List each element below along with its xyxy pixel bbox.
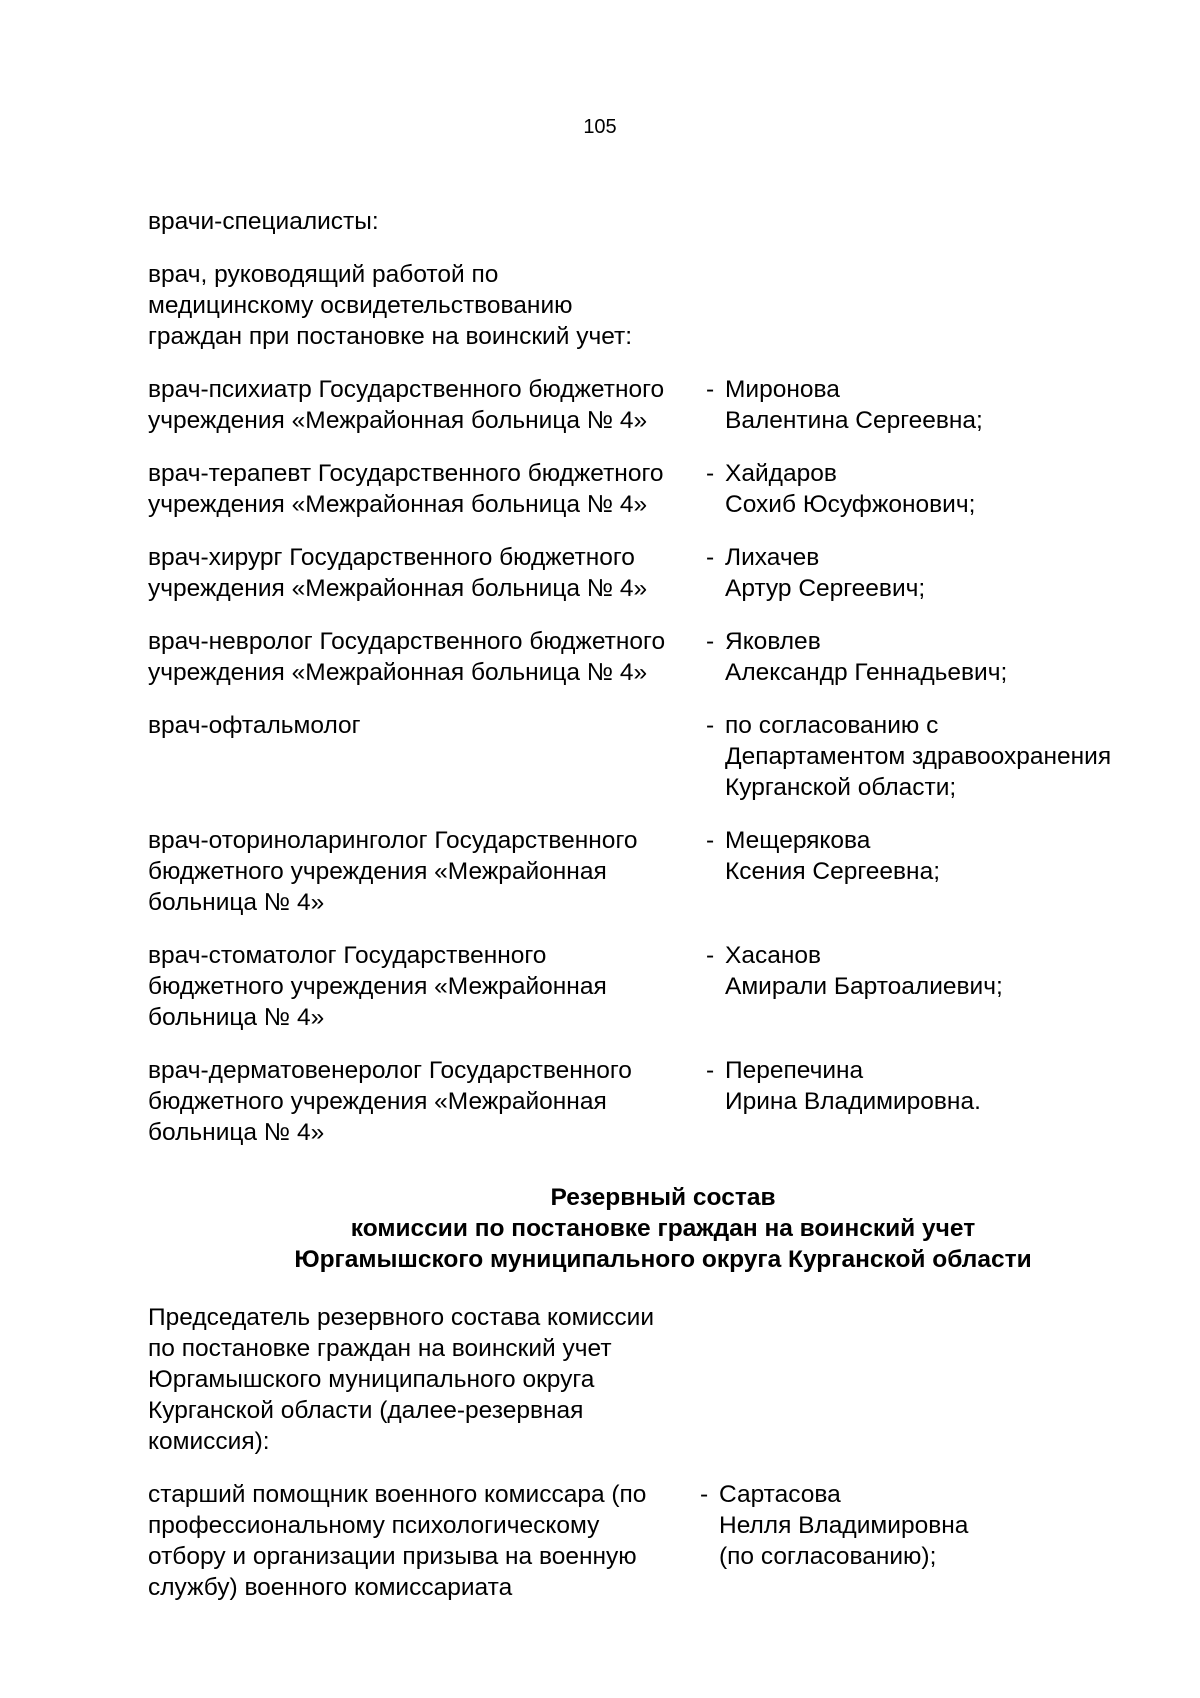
member-position: врач-психиатр Государственного бюджетного учреждения «Межрайонная больница № 4» bbox=[148, 376, 665, 434]
dash: - bbox=[700, 1481, 709, 1508]
reserve-section-title: Резервный состав комиссии по постановке граждан на воинский учет Юргамышского муниципального округа Курганской области bbox=[294, 1184, 1032, 1273]
member-name: - Хайдаров Сохиб Юсуфжонович; bbox=[706, 460, 976, 518]
member-row bbox=[148, 940, 1148, 1033]
member-position: врач-стоматолог Государственного бюджетного учреждения «Межрайонная больница № 4» bbox=[148, 942, 607, 1031]
member-row bbox=[148, 626, 1148, 688]
member-name: - по согласованию с Департаментом здравоохранения Курганской области; bbox=[706, 712, 1112, 801]
dash: - bbox=[706, 827, 715, 854]
member-row bbox=[148, 542, 1148, 604]
reserve-commission-list bbox=[148, 1302, 1148, 1625]
reserve-member-row bbox=[148, 1479, 1148, 1603]
member-name: - Миронова Валентина Сергеевна; bbox=[706, 376, 983, 434]
reserve-chair-label: Председатель резервного состава комиссии по постановке граждан на воинский учет Юргамышского муниципального округа Курганской области (далее-резервная комиссия): bbox=[148, 1304, 655, 1455]
dash: - bbox=[706, 544, 715, 571]
member-row bbox=[148, 825, 1148, 918]
dash: - bbox=[706, 628, 715, 655]
member-position: врач-невролог Государственного бюджетного учреждения «Межрайонная больница № 4» bbox=[148, 628, 666, 686]
dash: - bbox=[706, 376, 715, 403]
member-position: старший помощник военного комиссара (по профессиональному психологическому отбору и организации призыва на военную службу) военного комиссариата bbox=[148, 1481, 647, 1601]
commission-specialists-list bbox=[148, 206, 1148, 1170]
member-row bbox=[148, 374, 1148, 436]
member-row bbox=[148, 1055, 1148, 1148]
member-name: - Яковлев Александр Геннадьевич; bbox=[706, 628, 1008, 686]
member-name: - Мещерякова Ксения Сергеевна; bbox=[706, 827, 941, 885]
member-position: врач-оториноларинголог Государственного бюджетного учреждения «Межрайонная больница № 4» bbox=[148, 827, 638, 916]
specialists-heading: врачи-специалисты: bbox=[148, 208, 379, 235]
member-name: - Сартасова Нелля Владимировна (по согласованию); bbox=[700, 1481, 969, 1570]
dash: - bbox=[706, 712, 715, 739]
member-position: врач-терапевт Государственного бюджетного учреждения «Межрайонная больница № 4» bbox=[148, 460, 664, 518]
dash: - bbox=[706, 1057, 715, 1084]
member-position: врач-хирург Государственного бюджетного учреждения «Межрайонная больница № 4» bbox=[148, 544, 648, 602]
member-name: - Хасанов Амирали Бартоалиевич; bbox=[706, 942, 1003, 1000]
member-position: врач-дерматовенеролог Государственного бюджетного учреждения «Межрайонная больница № 4» bbox=[148, 1057, 632, 1146]
member-position: врач-офтальмолог bbox=[148, 712, 361, 739]
page-number: 105 bbox=[583, 116, 617, 138]
dash: - bbox=[706, 460, 715, 487]
member-name: - Лихачев Артур Сергеевич; bbox=[706, 544, 926, 602]
lead-doctor-label: врач, руководящий работой по медицинскому освидетельствованию граждан при постановке на воинский учет: bbox=[148, 261, 633, 350]
member-row bbox=[148, 710, 1148, 803]
dash: - bbox=[706, 942, 715, 969]
member-row bbox=[148, 458, 1148, 520]
member-name: - Перепечина Ирина Владимировна. bbox=[706, 1057, 981, 1115]
